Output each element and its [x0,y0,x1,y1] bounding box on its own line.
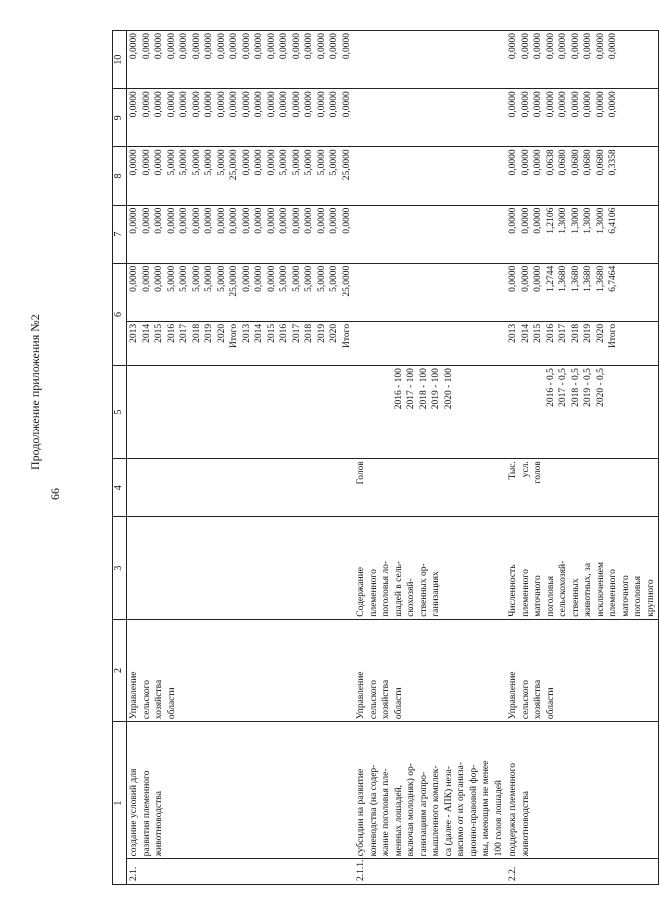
other-amount-line: 0,0000 [179,33,189,60]
regional-amount-line: 0,0000 [520,149,531,176]
indicator-name-line: сельскохозяй- [558,560,568,617]
indicator-name-line: ганизациях [431,571,441,617]
other-amount-line: 0,0000 [520,33,531,60]
federal-amount-cell [506,205,659,263]
years-line: 2018 [304,323,314,343]
table-row [506,31,659,885]
header-cell: 3 [113,517,127,619]
regional-amount-cell [354,147,506,205]
federal-amount-line: 0,0000 [254,207,264,234]
total-amount-line: 0,0000 [508,265,518,292]
plan-values-line [368,368,381,456]
other-amount-line: 0,0000 [241,33,252,60]
total-amount-line: 5,0000 [316,265,327,292]
executor-line: области [166,687,177,720]
regional-amount-line: 0,0638 [545,149,556,176]
regional-amount-cell [127,147,355,205]
regional-amount-line: 5,0000 [291,149,302,176]
plan-values-line: 2016 - 100 [393,368,404,410]
regional-amount-line: 0,0680 [570,149,581,176]
local-amount-line: 0,0000 [545,91,556,118]
local-amount-cell [354,89,506,147]
regional-amount-cell [506,147,659,205]
total-amount-line: 1,2744 [545,265,556,292]
local-amount-line: 0,0000 [316,91,327,118]
federal-amount-line: 1,3000 [570,207,581,234]
years-line: Итого [229,323,239,348]
executor-line: области [545,687,556,720]
event-name-line: мы, имеющим не менее [481,760,491,857]
federal-amount-line: 0,0000 [266,207,277,234]
total-amount-line: 0,0000 [141,265,152,292]
federal-amount-cell [127,205,355,263]
executor-line: сельского [368,679,379,720]
other-amount-line: 0,0000 [583,33,593,60]
indicator-name-line: маточного [620,575,631,617]
years-line: 2019 [583,323,593,343]
plan-values-line: 2017 - 0,5 [558,368,568,407]
federal-amount-line: 1,2106 [545,207,556,234]
local-amount-line: 0,0000 [583,91,593,118]
other-amount-line: 0,0000 [279,33,289,60]
other-amount-line: 0,0000 [154,33,164,60]
event-name-line: висимо от их организа- [456,762,466,857]
federal-amount-line: 0,0000 [166,207,177,234]
unit-line: голов [533,461,543,484]
table-row [354,31,506,885]
table-body [127,31,659,885]
regional-amount-line: 0,0680 [558,149,568,176]
header-cell: 7 [113,205,127,263]
total-amount-line: 0,0000 [154,265,164,292]
indicator-name-cell [506,517,659,619]
other-amount-line: 0,0000 [129,33,139,60]
plan-values-line: 2018 - 0,5 [570,368,581,407]
row-code-cell: 2.1.1. [354,859,506,885]
regional-amount-line: 0,0000 [254,149,264,176]
rotated-table-wrapper [112,30,656,885]
plan-values-line: 2017 - 100 [406,368,416,410]
regional-amount-line: 5,0000 [179,149,189,176]
header-cell: 10 [113,31,127,89]
other-amount-cell [506,31,659,89]
event-name-line: животноводства [520,791,531,857]
event-name-line: жание поголовья пле- [381,768,391,857]
local-amount-line: 0,0000 [179,91,189,118]
total-amount-line: 0,0000 [520,265,531,292]
federal-amount-line: 1,3000 [595,207,606,234]
years-line: 2019 [316,323,327,343]
regional-amount-line: 0,0000 [266,149,277,176]
total-amount-line: 0,0000 [241,265,252,292]
local-amount-cell [127,89,355,147]
total-amount-line: 5,0000 [304,265,314,292]
indicator-name-line: Численность [508,564,518,617]
event-name-line: ционно-правовой фор- [468,764,479,857]
local-amount-line: 0,0000 [533,91,543,118]
federal-amount-line: 0,0000 [329,207,339,234]
event-name-line: субсидии на развитие [356,768,366,857]
years-cell [127,321,355,365]
event-name-line: коневодства (на содер- [368,764,379,857]
executor-line: хозяйства [154,679,164,720]
years-line: Итого [341,323,352,348]
years-line: 2013 [508,323,518,343]
federal-amount-line: 0,0000 [141,207,152,234]
other-amount-line: 0,0000 [608,33,618,60]
header-cell: 8 [113,147,127,205]
years-line: 2017 [179,323,189,343]
total-amount-line: 0,0000 [129,265,139,292]
other-amount-line: 0,0000 [266,33,277,60]
executor-cell [506,619,659,721]
regional-amount-line: 5,0000 [304,149,314,176]
indicator-name-line: шадей в сель- [393,561,404,617]
event-name-line: мышленного комплек- [431,765,441,857]
federal-amount-line: 0,0000 [129,207,139,234]
regional-amount-line: 0,0000 [154,149,164,176]
other-amount-line: 0,0000 [508,33,518,60]
other-amount-line: 0,0000 [291,33,302,60]
total-amount-line: 5,0000 [279,265,289,292]
federal-amount-line: 0,0000 [341,207,352,234]
total-amount-line: 1,3680 [570,265,581,292]
years-line: 2017 [558,323,568,343]
other-amount-line: 0,0000 [533,33,543,60]
plan-values-line: 2016 - 0,5 [545,368,556,407]
federal-amount-line: 6,4106 [608,207,618,234]
federal-amount-line: 0,0000 [154,207,164,234]
regional-amount-line: 25,0000 [229,149,239,181]
indicator-name-line: Содержание [356,566,366,617]
total-amount-line: 5,0000 [166,265,177,292]
total-amount-line: 1,3680 [595,265,606,292]
regional-amount-line: 0,0000 [129,149,139,176]
total-amount-line: 5,0000 [191,265,202,292]
table-row [127,31,355,885]
header-cell: 2 [113,619,127,721]
regional-amount-line: 5,0000 [166,149,177,176]
local-amount-line: 0,0000 [508,91,518,118]
regional-amount-line: 0,3358 [608,149,618,176]
row-code-cell: 2.2. [506,859,659,885]
event-name-cell [127,722,355,859]
years-line: 2013 [241,323,252,343]
local-amount-line: 0,0000 [329,91,339,118]
regional-amount-line: 0,0000 [141,149,152,176]
total-amount-line: 0,0000 [254,265,264,292]
executor-line: Управление [356,671,366,720]
indicator-name-line: поголовья [545,575,556,617]
header-cell: 6 [113,263,127,365]
years-cell [506,321,659,365]
executor-line: хозяйства [533,679,543,720]
years-line: 2016 [279,323,289,343]
other-amount-line: 0,0000 [304,33,314,60]
federal-amount-line: 0,0000 [179,207,189,234]
total-amount-line: 25,0000 [229,265,239,297]
plan-values-line: 2019 - 0,5 [583,368,593,407]
years-line: 2014 [141,323,152,343]
regional-amount-line: 0,0000 [241,149,252,176]
other-amount-line: 0,0000 [229,33,239,60]
other-amount-cell [354,31,506,89]
executor-line: сельского [141,679,152,720]
federal-amount-line: 1,3000 [558,207,568,234]
executor-line: области [393,687,404,720]
total-amount-line: 5,0000 [179,265,189,292]
event-name-line: животноводства [154,791,164,857]
local-amount-line: 0,0000 [304,91,314,118]
event-name-line: ганизациям агропро- [418,771,429,857]
years-line: 2017 [291,323,302,343]
indicator-name-line: маточного [533,575,543,617]
event-name-line: поддержка племенного [508,762,518,857]
local-amount-line: 0,0000 [341,91,352,118]
event-name-line: включая молодняк) ор- [406,763,416,857]
total-amount-line: 5,0000 [291,265,302,292]
indicator-name-cell [127,517,355,619]
plan-values-cell [354,366,506,459]
years-line: 2019 [204,323,214,343]
other-amount-line: 0,0000 [216,33,227,60]
other-amount-line: 0,0000 [341,33,352,60]
regional-amount-line: 0,0680 [583,149,593,176]
executor-line: Управление [508,671,518,720]
local-amount-line: 0,0000 [141,91,152,118]
years-line: 2014 [520,323,531,343]
plan-values-line: 2020 - 100 [443,368,454,410]
local-amount-line: 0,0000 [229,91,239,118]
other-amount-cell [127,31,355,89]
local-amount-line: 0,0000 [129,91,139,118]
local-amount-line: 0,0000 [254,91,264,118]
unit-line: Тыс. [508,461,518,480]
years-line: 2015 [266,323,277,343]
indicator-name-line: животных, за [583,562,593,617]
other-amount-line: 0,0000 [191,33,202,60]
total-amount-line: 1,3680 [558,265,568,292]
other-amount-line: 0,0000 [254,33,264,60]
years-line: Итого [608,323,618,348]
total-amount-line: 0,0000 [266,265,277,292]
local-amount-line: 0,0000 [191,91,202,118]
plan-values-line: 2018 - 100 [418,368,429,410]
local-amount-cell [506,89,659,147]
total-amount-cell [127,263,355,321]
indicator-name-cell [354,517,506,619]
total-amount-line: 5,0000 [204,265,214,292]
indicator-name-line: племенного [368,569,379,617]
years-cell [354,321,506,365]
federal-amount-line: 0,0000 [533,207,543,234]
event-name-cell [354,722,506,859]
total-amount-line: 5,0000 [329,265,339,292]
other-amount-line: 0,0000 [316,33,327,60]
federal-amount-line: 0,0000 [508,207,518,234]
years-line: 2015 [154,323,164,343]
federal-amount-line: 0,0000 [520,207,531,234]
event-name-line: менных лошадей, [393,784,404,857]
program-table [112,30,659,885]
federal-amount-line: 0,0000 [241,207,252,234]
executor-line: Управление [129,671,139,720]
local-amount-line: 0,0000 [241,91,252,118]
executor-line: сельского [520,679,531,720]
total-amount-line: 1,3680 [583,265,593,292]
header-cell: 4 [113,459,127,517]
indicator-name-line: племенного [608,569,618,617]
plan-values-line: 2019 - 100 [431,368,441,410]
local-amount-line: 0,0000 [166,91,177,118]
local-amount-line: 0,0000 [595,91,606,118]
years-line: 2020 [329,323,339,343]
unit-line: усл. [520,461,531,478]
unit-cell [127,459,355,517]
other-amount-line: 0,0000 [570,33,581,60]
plan-values-line [532,368,545,456]
indicator-name-line: ственных ор- [418,563,429,617]
other-amount-line: 0,0000 [595,33,606,60]
local-amount-line: 0,0000 [266,91,277,118]
event-name-line: создание условий для [129,768,139,857]
event-name-line: са (далее - АПК) неза- [443,765,454,857]
indicator-name-line: скохозяй- [406,578,416,617]
years-line: 2013 [129,323,139,343]
years-line: 2016 [545,323,556,343]
plan-values-line [520,368,533,456]
local-amount-line: 0,0000 [558,91,568,118]
federal-amount-line: 0,0000 [191,207,202,234]
indicator-name-line: поголовья ло- [381,560,391,617]
indicator-name-line: племенного [520,569,531,617]
event-name-line: 100 голов лошадей [493,779,504,857]
federal-amount-line: 0,0000 [279,207,289,234]
local-amount-line: 0,0000 [291,91,302,118]
regional-amount-line: 25,0000 [341,149,352,181]
indicator-name-line: ственных [570,578,581,617]
header-cell: 1 [113,722,127,885]
indicator-name-line: крупного [645,579,656,617]
plan-values-cell [506,366,659,459]
years-line: 2020 [216,323,227,343]
federal-amount-cell [354,205,506,263]
header-cell: 5 [113,366,127,459]
other-amount-line: 0,0000 [166,33,177,60]
local-amount-line: 0,0000 [520,91,531,118]
event-name-line: развития племенного [141,770,152,857]
executor-cell [354,619,506,721]
local-amount-line: 0,0000 [204,91,214,118]
local-amount-line: 0,0000 [154,91,164,118]
years-line: 2015 [533,323,543,343]
total-amount-cell [354,263,506,321]
plan-values-line [507,368,520,456]
other-amount-line: 0,0000 [204,33,214,60]
header-row [113,31,127,885]
other-amount-line: 0,0000 [329,33,339,60]
plan-values-line [380,368,393,456]
indicator-name-line: поголовья [633,575,643,617]
regional-amount-line: 0,0680 [595,149,606,176]
row-code-cell: 2.1. [127,859,355,885]
years-line: 2018 [570,323,581,343]
other-amount-line: 0,0000 [141,33,152,60]
federal-amount-line: 0,0000 [304,207,314,234]
indicator-name-line: исключением [595,561,606,617]
total-amount-line: 6,7464 [608,265,618,292]
regional-amount-line: 5,0000 [191,149,202,176]
plan-values-cell [127,366,355,459]
total-amount-line: 25,0000 [341,265,352,297]
years-line: 2018 [191,323,202,343]
executor-line: хозяйства [381,679,391,720]
plan-values-line [355,368,368,456]
regional-amount-line: 0,0000 [533,149,543,176]
regional-amount-line: 5,0000 [316,149,327,176]
years-line: 2020 [595,323,606,343]
total-amount-line: 0,0000 [533,265,543,292]
other-amount-line: 0,0000 [545,33,556,60]
regional-amount-line: 5,0000 [329,149,339,176]
unit-cell [506,459,659,517]
federal-amount-line: 0,0000 [316,207,327,234]
unit-cell [354,459,506,517]
regional-amount-line: 0,0000 [508,149,518,176]
local-amount-line: 0,0000 [216,91,227,118]
local-amount-line: 0,0000 [279,91,289,118]
appendix-title: Продолжение приложения №2 [28,314,42,470]
local-amount-line: 0,0000 [608,91,618,118]
years-line: 2016 [166,323,177,343]
regional-amount-line: 5,0000 [204,149,214,176]
event-name-cell [506,722,659,859]
federal-amount-line: 0,0000 [229,207,239,234]
total-amount-cell [506,263,659,321]
federal-amount-line: 1,3000 [583,207,593,234]
other-amount-line: 0,0000 [558,33,568,60]
federal-amount-line: 0,0000 [204,207,214,234]
executor-cell [127,619,355,721]
federal-amount-line: 0,0000 [291,207,302,234]
years-line: 2014 [254,323,264,343]
unit-line: Голов [356,461,366,485]
page-number: 66 [48,488,62,500]
plan-values-line: 2020 - 0,5 [595,368,606,407]
total-amount-line: 5,0000 [216,265,227,292]
federal-amount-line: 0,0000 [216,207,227,234]
local-amount-line: 0,0000 [570,91,581,118]
header-cell: 9 [113,89,127,147]
regional-amount-line: 5,0000 [279,149,289,176]
regional-amount-line: 5,0000 [216,149,227,176]
